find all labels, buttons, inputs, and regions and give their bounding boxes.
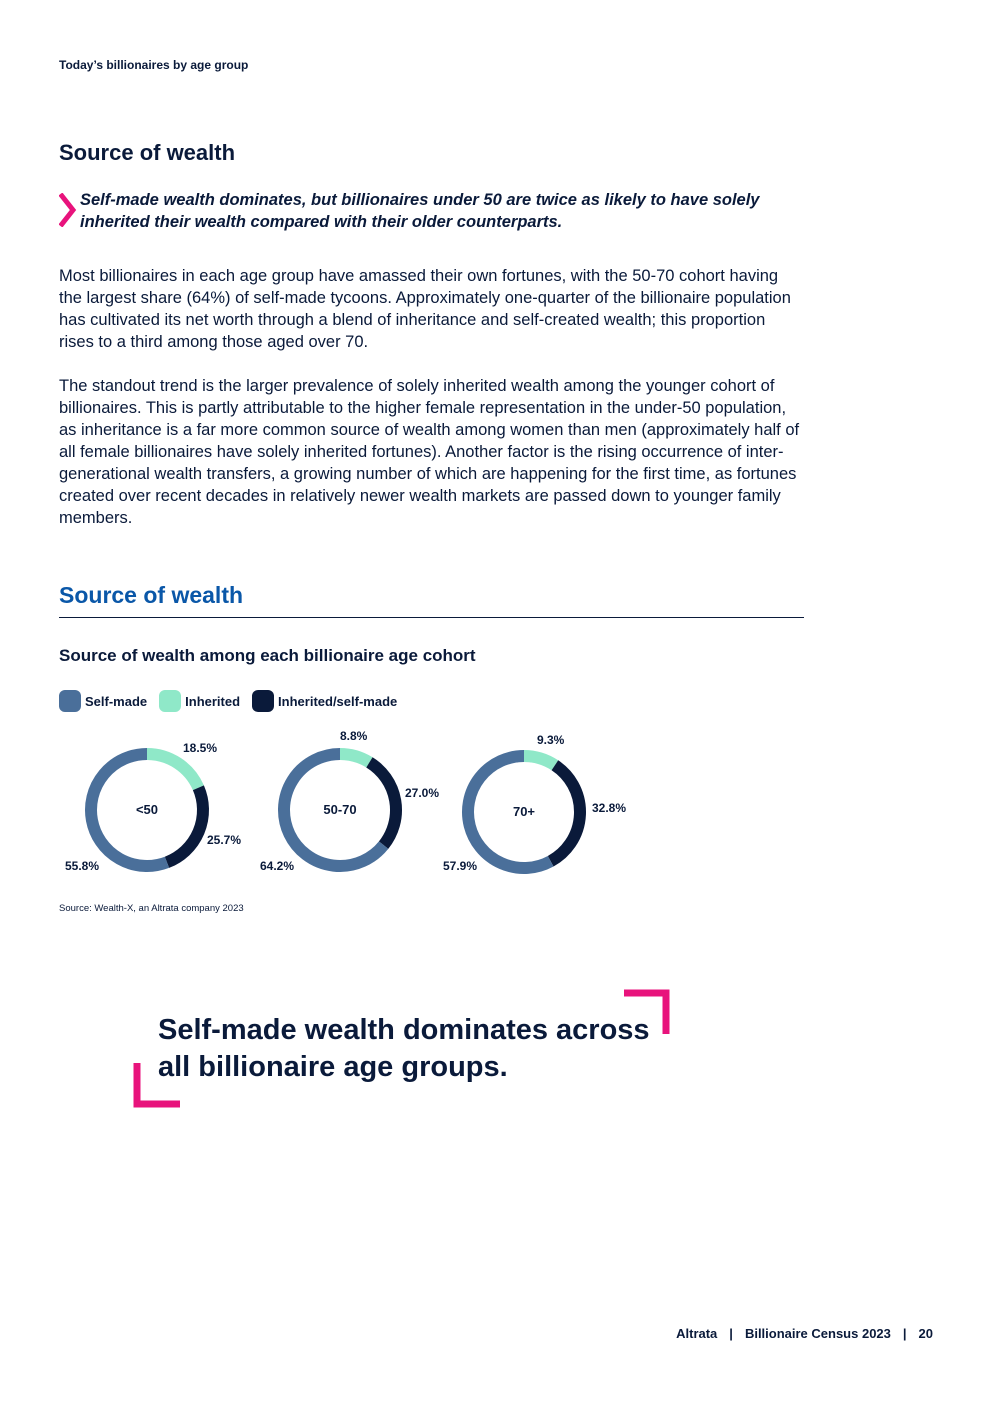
data-label: 32.8%	[592, 801, 627, 815]
data-label: 27.0%	[405, 786, 440, 800]
footer-publication: Billionaire Census 2023	[744, 1326, 891, 1341]
donut-center-label: 50-70	[323, 802, 357, 817]
footer-brand: Altrata	[676, 1326, 718, 1341]
legend-label: Inherited/self-made	[278, 693, 398, 709]
running-title: Today’s billionaires by age group	[59, 58, 249, 72]
page-footer	[676, 1326, 933, 1341]
source-note: Source: Wealth-X, an Altrata company 2023	[59, 903, 244, 914]
data-label: 64.2%	[260, 859, 295, 873]
data-label: 8.8%	[340, 729, 368, 743]
data-label: 18.5%	[183, 741, 218, 755]
chart-subtitle: Source of wealth among each billionaire age cohort	[59, 646, 476, 665]
donut-segment-inherited	[147, 754, 198, 788]
donut-segment-inherited	[524, 756, 555, 765]
footer-separator: |	[729, 1326, 733, 1341]
body-paragraph: Most billionaires in each age group have amassed their own fortunes, with the 50-70 cohort having the largest share (64%) of self-made tycoons. Approximately one-quarter of the billionaire population has cultivated its net worth through a blend of inheritance and self-created wealth; this proportion rises to a third among those aged over 70.	[59, 267, 791, 351]
data-label: 55.8%	[65, 859, 100, 873]
callout-text: Self-made wealth dominates, but billionaires under 50 are twice as likely to have solely inherited their wealth compared with their older counterparts.	[80, 191, 760, 231]
figure-heading: Source of wealth	[59, 582, 244, 608]
section-title: Source of wealth	[59, 140, 236, 165]
donut-segment-self-made	[468, 756, 551, 868]
legend-label: Inherited	[185, 693, 241, 709]
pull-quote: Self-made wealth dominates across all billionaire age groups.	[158, 1014, 650, 1083]
body-paragraph: The standout trend is the larger prevalence of solely inherited wealth among the younger cohort of billionaires. This is partly attributable to the higher female representation in the under-50 population, as inheritance is a far more common source of wealth among women than men (approximately half of all female billionaires have solely inherited fortunes). Another factor is the rising occurrence of inter-generational wealth transfers, a growing number of which are happening for the first time, as fortunes created over recent decades in relatively newer wealth markets are passed down to younger family members.	[59, 377, 800, 527]
donut-segment-inherited	[340, 754, 369, 762]
donut-segment-inherited-self-made	[551, 765, 580, 861]
donut-segment-inherited-self-made	[369, 762, 396, 845]
data-label: 9.3%	[537, 733, 565, 747]
data-label: 25.7%	[207, 833, 242, 847]
data-label: 57.9%	[443, 859, 478, 873]
page-number: 20	[918, 1326, 933, 1341]
donut-segment-inherited-self-made	[167, 788, 203, 863]
donut-center-label: <50	[135, 802, 159, 817]
donut-center-label: 70+	[512, 804, 536, 819]
legend-label: Self-made	[85, 693, 148, 709]
footer-separator: |	[902, 1326, 907, 1341]
